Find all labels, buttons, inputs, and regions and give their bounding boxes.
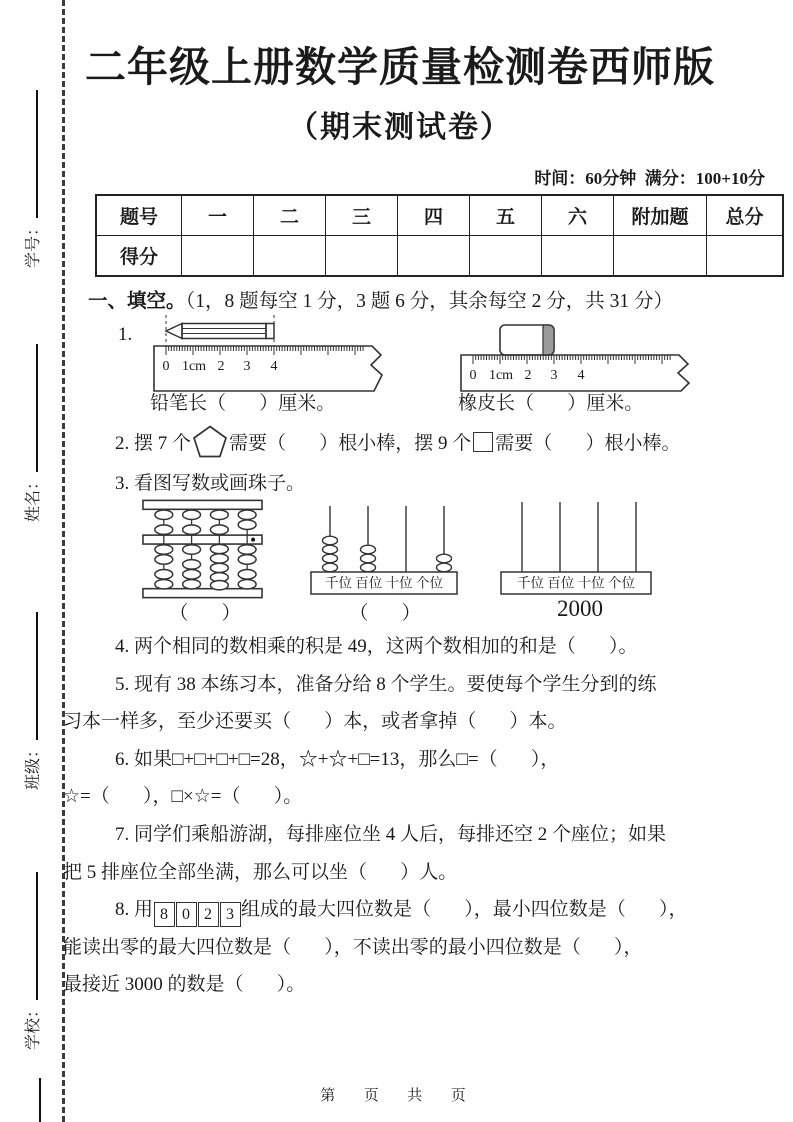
digit-box-8: 8 (154, 902, 175, 927)
ruler (461, 355, 689, 391)
ruler-label-0: 0 (162, 359, 170, 374)
abacus-figure (140, 497, 265, 603)
name-blank-line (24, 344, 38, 472)
student-id-label: 学号： (24, 219, 42, 268)
question-1-number: 1. (118, 324, 133, 345)
section-one-note: （1，8 题每空 1 分，3 题 6 分，其余每空 2 分，共 31 分） (185, 291, 674, 312)
ruler-label-0: 0 (469, 368, 477, 383)
question-6-line-2: ☆=（ ），□×☆=（ ）。 (63, 786, 303, 808)
question-5-line-1: 5. 现有 38 本练习本，准备分给 8 个学生。要使每个学生分到的练 (115, 673, 657, 695)
digit-box-2: 2 (198, 902, 219, 927)
score-cell (707, 236, 784, 277)
score-table-header-row (96, 195, 783, 236)
eraser-icon (500, 325, 554, 355)
sidebar-field-name (16, 322, 46, 522)
name-label: 姓名： (24, 473, 42, 522)
header-cell-total: 总分 (707, 195, 784, 236)
sidebar-field-school (16, 850, 46, 1050)
class-label: 班级： (24, 741, 42, 790)
ruler-label-1cm: 1cm (181, 359, 207, 374)
question-8-line-1 (63, 891, 775, 929)
header-cell-6: 六 (542, 195, 614, 236)
header-cell-4: 四 (398, 195, 470, 236)
sidebar-field-student-id (16, 68, 46, 268)
target-number-2000: 2000 (557, 596, 603, 621)
place-value-figure-empty (498, 500, 654, 598)
q8-prefix: 8. 用 (115, 899, 154, 921)
pencil-ruler-figure (146, 313, 404, 393)
header-cell-1: 一 (182, 195, 254, 236)
score-cell (398, 236, 470, 277)
score-cell (542, 236, 614, 277)
place-value-figure-with-beads (308, 500, 460, 598)
page-subtitle: （期末测试卷） (288, 111, 512, 144)
question-4: 4. 两个相同的数相乘的积是 49，这两个数相加的和是（ ）。 (115, 636, 638, 657)
digit-box-3: 3 (220, 902, 241, 927)
question-8-line-2: 能读出零的最大四位数是（ ），不读出零的最小四位数是（ ）， (63, 936, 643, 958)
header-cell-5: 五 (470, 195, 542, 236)
score-cell (326, 236, 398, 277)
score-cell (470, 236, 542, 277)
abacus-beads (155, 510, 256, 590)
school-blank-line (24, 872, 38, 1000)
ruler-ticks (166, 346, 363, 355)
place-value-beads (323, 536, 452, 572)
questions-4-to-8 (63, 628, 775, 1004)
pencil-length-caption: 铅笔长（ ）厘米。 (150, 393, 336, 414)
question-7-line-1: 7. 同学们乘船游湖，每排座位坐 4 人后，每排还空 2 个座位；如果 (115, 823, 667, 845)
beam-unit-dot (251, 538, 255, 542)
header-cell-3: 三 (326, 195, 398, 236)
place-value-rods (522, 502, 636, 572)
ruler-label-3: 3 (243, 359, 251, 374)
exam-info: 时间：60分钟 满分：100+10分 (534, 169, 765, 188)
class-blank-line (24, 612, 38, 740)
q8-suffix: 组成的最大四位数是（ ），最小四位数是（ ）， (241, 899, 688, 921)
score-cell (182, 236, 254, 277)
question-5-line-2: 习本一样多，至少还要买（ ）本，或者拿掉（ ）本。 (63, 711, 567, 733)
score-cell (614, 236, 707, 277)
page-title: 二年级上册数学质量检测卷西师版 (85, 44, 715, 90)
score-table (95, 194, 784, 277)
q2-text-2: 需要（ ）根小棒，摆 9 个 (229, 433, 472, 454)
section-one-title: 一、填空。 (88, 290, 186, 312)
pentagon-icon (192, 424, 228, 459)
ruler-label-2: 2 (524, 368, 532, 383)
header-cell-extra: 附加题 (614, 195, 707, 236)
digit-box-0: 0 (176, 902, 197, 927)
school-label: 学校： (24, 1001, 42, 1050)
question-7-line-2: 把 5 排座位全部坐满，那么可以坐（ ）人。 (63, 861, 458, 883)
eraser-length-caption: 橡皮长（ ）厘米。 (458, 393, 644, 414)
abacus-answer-blank: （ ） (169, 603, 241, 624)
q2-text-3: 需要（ ）根小棒。 (495, 433, 681, 454)
header-cell-timu: 题号 (96, 195, 182, 236)
square-icon (473, 432, 493, 452)
ruler-label-4: 4 (577, 368, 585, 383)
section-one-heading (88, 285, 673, 313)
question-3-text: 3. 看图写数或画珠子。 (115, 473, 306, 494)
place-value-answer-blank: （ ） (349, 603, 421, 624)
ruler-label-2: 2 (217, 359, 225, 374)
header-cell-2: 二 (254, 195, 326, 236)
question-8-line-3: 最接近 3000 的数是（ ）。 (63, 974, 306, 996)
sidebar-field-class (16, 590, 46, 790)
place-value-labels: 千位 百位 十位 个位 (516, 575, 636, 591)
student-id-blank-line (24, 90, 38, 218)
score-cell (254, 236, 326, 277)
question-6-line-1: 6. 如果□+□+□+□=28，☆+☆+□=13，那么□=（ ）， (115, 748, 560, 770)
footer-page-label: 第 页 共 页 (320, 1088, 473, 1104)
ruler-label-3: 3 (550, 368, 558, 383)
ruler-ticks (473, 355, 670, 364)
ruler (154, 346, 382, 391)
ruler-label-1cm: 1cm (488, 368, 514, 383)
ruler-label-4: 4 (270, 359, 278, 374)
q2-text-1: 2. 摆 7 个 (115, 433, 192, 454)
score-table-score-row (96, 236, 783, 277)
score-row-label: 得分 (96, 236, 182, 277)
question-2 (115, 424, 681, 459)
place-value-labels: 千位 百位 十位 个位 (324, 575, 444, 591)
eraser-ruler-figure (455, 317, 707, 393)
place-value-rods (330, 506, 444, 572)
pencil-icon (166, 324, 274, 339)
